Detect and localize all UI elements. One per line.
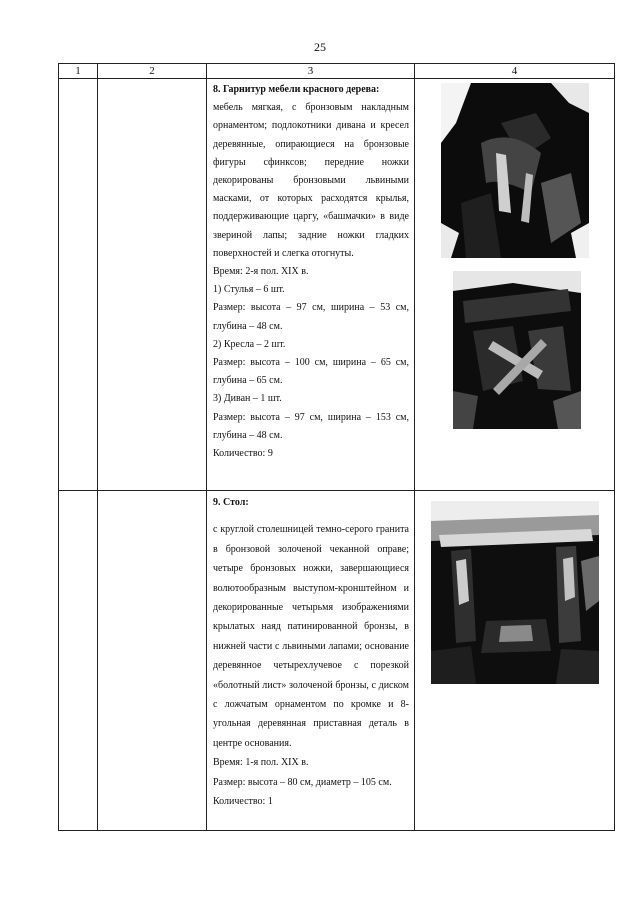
item-title: 8. Гарнитур мебели красного дерева: bbox=[213, 84, 380, 95]
photo-cell bbox=[415, 79, 615, 491]
table-header-row bbox=[59, 64, 615, 79]
item-paragraph: Размер: высота – 80 см, диаметр – 105 см. bbox=[213, 776, 392, 788]
item-paragraph: мебель мягкая, с бронзовым накладным орнаментом; подлокотники дивана и кресел деревянные, опирающиеся на бронзовые фигуры сфинксов; передние ножки декорированы бронзовыми львиными масками, от которых расходятся крылья, поддерживающие царгу, «башмачки» в виде звериной лапы; задние ножки гладких поверхностей и слегка отогнуты. bbox=[213, 102, 409, 259]
item-paragraph: 1) Стулья – 6 шт. bbox=[213, 284, 285, 296]
row-cell-col1 bbox=[59, 491, 98, 831]
table-row bbox=[59, 79, 615, 491]
column-header-3: 3 bbox=[207, 64, 415, 79]
item-paragraph: Размер: высота – 97 см, ширина – 153 см, глубина – 48 см. bbox=[213, 411, 409, 441]
item-description bbox=[207, 79, 414, 465]
item-paragraph: Количество: 9 bbox=[213, 448, 273, 460]
column-header-4: 4 bbox=[415, 64, 615, 79]
furniture-photo-armchair bbox=[453, 271, 581, 429]
description-cell bbox=[207, 491, 415, 831]
item-paragraph: Размер: высота – 100 см, ширина – 65 см, глубина – 65 см. bbox=[213, 357, 409, 387]
description-cell bbox=[207, 79, 415, 491]
row-cell-col2 bbox=[98, 79, 207, 491]
column-header-1: 1 bbox=[59, 64, 98, 79]
furniture-photo-chair bbox=[441, 83, 589, 258]
item-paragraph: Время: 1-я пол. XIX в. bbox=[213, 757, 309, 769]
item-description bbox=[207, 491, 414, 814]
table-photo bbox=[431, 501, 599, 684]
inventory-table bbox=[58, 63, 615, 831]
item-paragraph: 3) Диван – 1 шт. bbox=[213, 393, 282, 405]
column-header-2: 2 bbox=[98, 64, 207, 79]
item-paragraph: 2) Кресла – 2 шт. bbox=[213, 338, 286, 350]
item-paragraph: с круглой столешницей темно-серого гранита в бронзовой золоченой чеканной оправе; четыре бронзовых ножки, завершающиеся волютообразным выступом-кронштейном и декорированные четырьмя изображениями крылатых наяд патинированной бронзы, в нижней части с львиными лапами; основание деревянное четырехлучевое с порезкой «болотный лист» золоченой бронзы, с диском с ложчатым орнаментом по кромке и 8-угольная деревянная приставная деталь в центре основания. bbox=[213, 524, 409, 749]
item-paragraph: Количество: 1 bbox=[213, 796, 273, 808]
page-number: 25 bbox=[314, 40, 326, 54]
table-row bbox=[59, 491, 615, 831]
item-title: 9. Стол: bbox=[213, 497, 249, 508]
photo-cell bbox=[415, 491, 615, 831]
row-cell-col2 bbox=[98, 491, 207, 831]
item-paragraph: Время: 2-я пол. XIX в. bbox=[213, 266, 309, 278]
row-cell-col1 bbox=[59, 79, 98, 491]
item-paragraph: Размер: высота – 97 см, ширина – 53 см, глубина – 48 см. bbox=[213, 302, 409, 332]
